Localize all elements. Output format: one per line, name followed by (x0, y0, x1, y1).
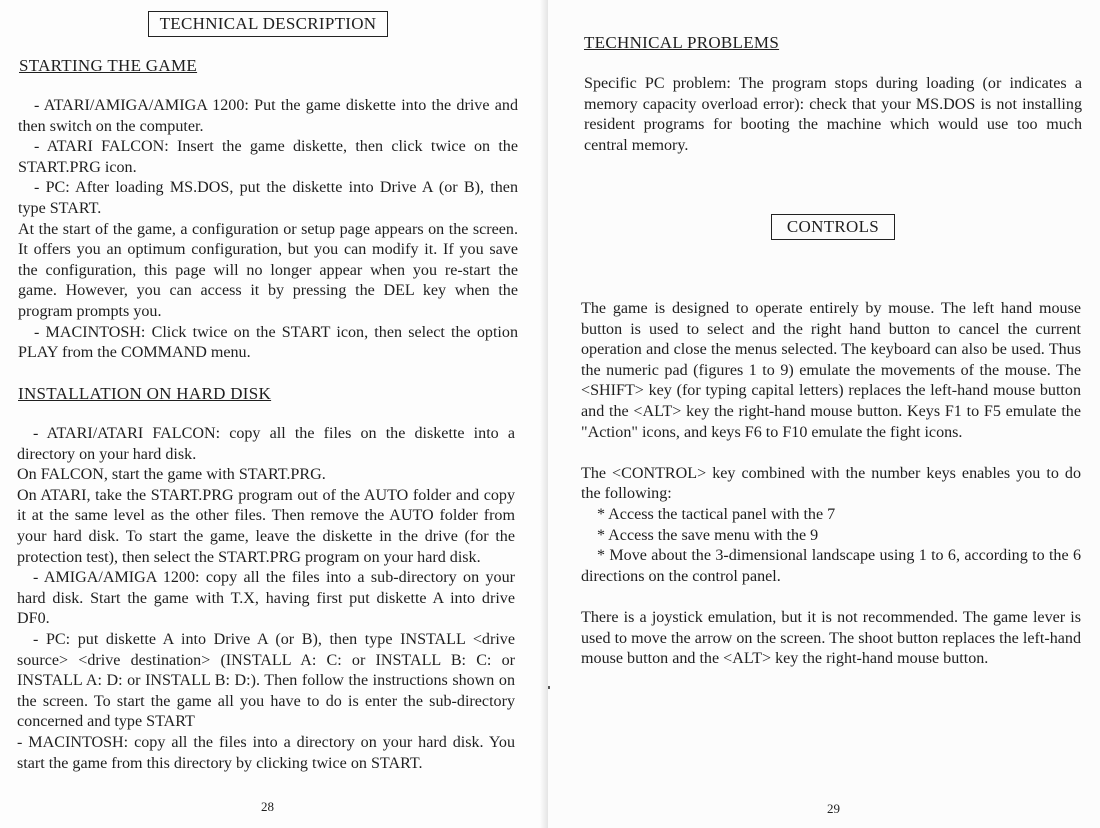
left-page (0, 0, 548, 828)
paragraph: Specific PC problem: The program stops during loading (or indicates a memory capacity overload error): check that your MS.DOS is not installing resident programs for booting the machine which would use too much central memory. (584, 75, 1082, 154)
list-item: * Access the tactical panel with the 7 (597, 505, 836, 523)
controls-text (581, 299, 1081, 670)
paragraph: There is a joystick emulation, but it is not recommended. The game lever is used to move the arrow on the screen. The shoot button replaces the left-hand mouse button and the <ALT> key the right-hand mouse button. (581, 608, 1081, 668)
technical-problems-text (584, 74, 1082, 156)
installation-heading: INSTALLATION ON HARD DISK (18, 384, 272, 403)
technical-problems-heading: TECHNICAL PROBLEMS (584, 33, 780, 52)
paragraph: On ATARI, take the START.PRG program out of the AUTO folder and copy it at the same level as the other files. Then remove the AUTO folder from your hard disk. To start the game, leave the diskette in the drive (for the protection test), then select the START.PRG program on your hard disk. (17, 486, 515, 566)
list-item: * Access the save menu with the 9 (597, 526, 819, 544)
paragraph: - ATARI FALCON: Insert the game diskette, then click twice on the START.PRG icon. (18, 138, 518, 176)
installation-text (17, 424, 515, 774)
right-page (548, 0, 1100, 828)
paragraph: - ATARI/ATARI FALCON: copy all the files on the diskette into a directory on your hard disk. (17, 425, 515, 463)
controls-title: CONTROLS (771, 214, 895, 240)
paragraph: - MACINTOSH: copy all the files into a directory on your hard disk. You start the game from this directory by clicking twice on START. (17, 733, 515, 772)
page-number-right: 29 (827, 801, 840, 816)
paragraph: On FALCON, start the game with START.PRG. (17, 466, 326, 484)
paragraph: The <CONTROL> key combined with the number keys enables you to do the following: (581, 464, 1081, 503)
starting-the-game-heading: STARTING THE GAME (19, 56, 198, 75)
paragraph: - ATARI/AMIGA/AMIGA 1200: Put the game diskette into the drive and then switch on the computer. (18, 97, 518, 135)
paragraph: - PC: put diskette A into Drive A (or B), then type INSTALL <drive source> <drive destination> (INSTALL A: C: or INSTALL B: C: or INSTALL A: D: or INSTALL B: D:). Then follow the instructions shown on the screen. To start the game all you have to do is enter the sub-directory concerned and type START (17, 630, 515, 731)
list-item: * Move about the 3-dimensional landscape using 1 to 6, according to the 6 directions on the control panel. (581, 547, 1081, 585)
paragraph: The game is designed to operate entirely by mouse. The left hand mouse button is used to select and the right hand button to cancel the current operation and close the menus selected. The keyboard can also be used. Thus the numeric pad (figures 1 to 9) emulate the movements of the mouse. The <SHIFT> key (for typing capital letters) replaces the left-hand mouse button and the <ALT> key the right-hand mouse button. Keys F1 to F5 emulate the "Action" icons, and keys F6 to F10 emulate the fight icons. (581, 300, 1081, 441)
technical-description-title: TECHNICAL DESCRIPTION (148, 11, 388, 37)
paragraph: - PC: After loading MS.DOS, put the diskette into Drive A (or B), then type START. (18, 179, 518, 217)
starting-the-game-text (18, 96, 518, 364)
stray-mark (548, 686, 550, 689)
paragraph: - MACINTOSH: Click twice on the START icon, then select the option PLAY from the COMMAND menu. (18, 323, 518, 362)
page-number-left: 28 (261, 799, 274, 814)
paragraph: At the start of the game, a configuration or setup page appears on the screen. It offers you an optimum configuration, but you can modify it. If you save the configuration, this page will no longer appear when you re-start the game. However, you can access it by pressing the DEL key when the program prompts you. (18, 220, 518, 320)
paragraph: - AMIGA/AMIGA 1200: copy all the files into a sub-directory on your hard disk. Start the game with T.X, having first put diskette A into drive DF0. (17, 569, 515, 628)
